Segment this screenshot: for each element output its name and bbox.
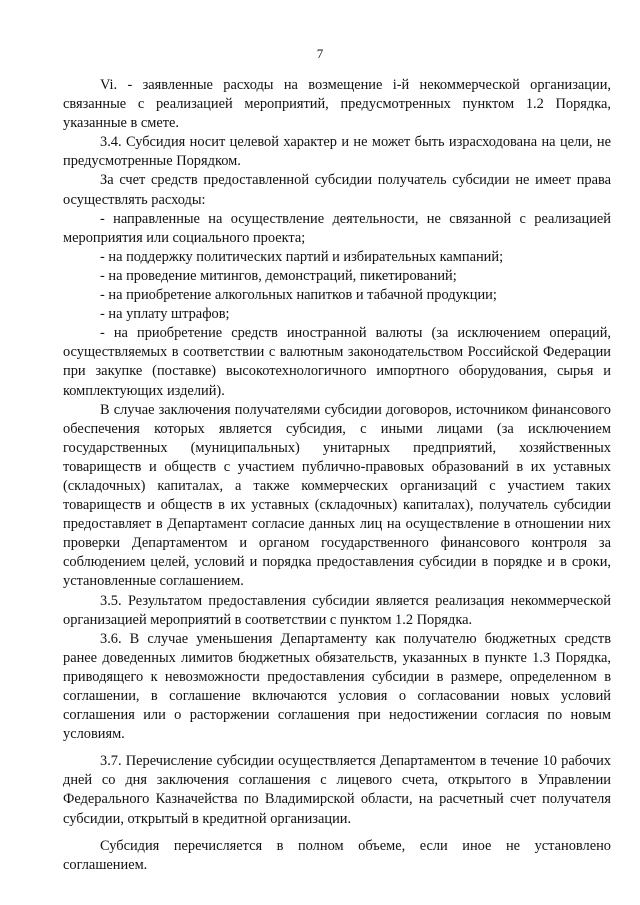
list-item-non-project-activity: - направленные на осуществление деятельности, не связанной с реализацией мероприятия или социального проекта; xyxy=(63,210,611,246)
paragraph-3-5: 3.5. Результатом предоставления субсидии является реализация некоммерческой организацией мероприятий в соответствии с пунктом 1.2 Порядка. xyxy=(63,592,611,628)
paragraph-full-transfer: Субсидия перечисляется в полном объеме, если иное не установлено соглашением. xyxy=(63,837,611,873)
list-item-foreign-currency: - на приобретение средств иностранной валюты (за исключением операций, осуществляемых в соответствии с валютным законодательством Российской Федерации при закупке (поставке) высокотехнологичного импортного оборудования, сырья и комплектующих изделий). xyxy=(63,325,611,399)
paragraph-3-4: 3.4. Субсидия носит целевой характер и не может быть израсходована на цели, не предусмотренные Порядком. xyxy=(63,134,611,170)
page-number: 7 xyxy=(316,46,324,61)
list-item-fines: - на уплату штрафов; xyxy=(100,306,230,323)
paragraph-3-7: 3.7. Перечисление субсидии осуществляется Департаментом в течение 10 рабочих дней со дня заключения соглашения с лицевого счета, открытого в Управлении Федерального Казначейства по Владимирской области, на расчетный счет получателя субсидии, открытый в кредитной организации. xyxy=(63,753,611,827)
list-item-alcohol-tobacco: - на приобретение алкогольных напитков и табачной продукции; xyxy=(100,287,497,304)
list-item-rallies: - на проведение митингов, демонстраций, пикетирований; xyxy=(100,267,457,284)
document-body xyxy=(63,76,611,875)
paragraph-3-6: 3.6. В случае уменьшения Департаменту как получателю бюджетных средств ранее доведенных лимитов бюджетных обязательств, указанных в пункте 1.3 Порядка, приводящего к невозможности предоставления субсидии в размере, определенном в соглашении, в соглашение включаются условия о согласовании новых условий соглашения или о расторжении соглашения при недостижении согласия по новым условиям. xyxy=(63,630,611,743)
paragraph-contracts-consent: В случае заключения получателями субсидии договоров, источником финансового обеспечения которых является субсидия, с иными лицами (за исключением государственных (муниципальных) унитарных предприятий, хозяйственных товариществ и обществ с участием публично-правовых образований в их уставных (складочных) капиталах, а также коммерческих организаций с участием таких товариществ и обществ в их уставных (складочных) капиталах), получатель субсидии предоставляет в Департамент согласие данных лиц на осуществление в отношении них проверки Департаментом и органом государственного финансового контроля за соблюдением целей, условий и порядка предоставления субсидии в порядке и в сроки, установленные соглашением. xyxy=(63,401,611,590)
list-item-political-parties: - на поддержку политических партий и избирательных кампаний; xyxy=(100,248,504,265)
paragraph-prohibited-expenses-intro: За счет средств предоставленной субсидии получатель субсидии не имеет права осуществлять расходы: xyxy=(63,172,611,208)
paragraph-vi-definition: Vi. - заявленные расходы на возмещение i-й некоммерческой организации, связанные с реализацией мероприятий, предусмотренных пунктом 1.2 Порядка, указанные в смете. xyxy=(63,77,611,132)
